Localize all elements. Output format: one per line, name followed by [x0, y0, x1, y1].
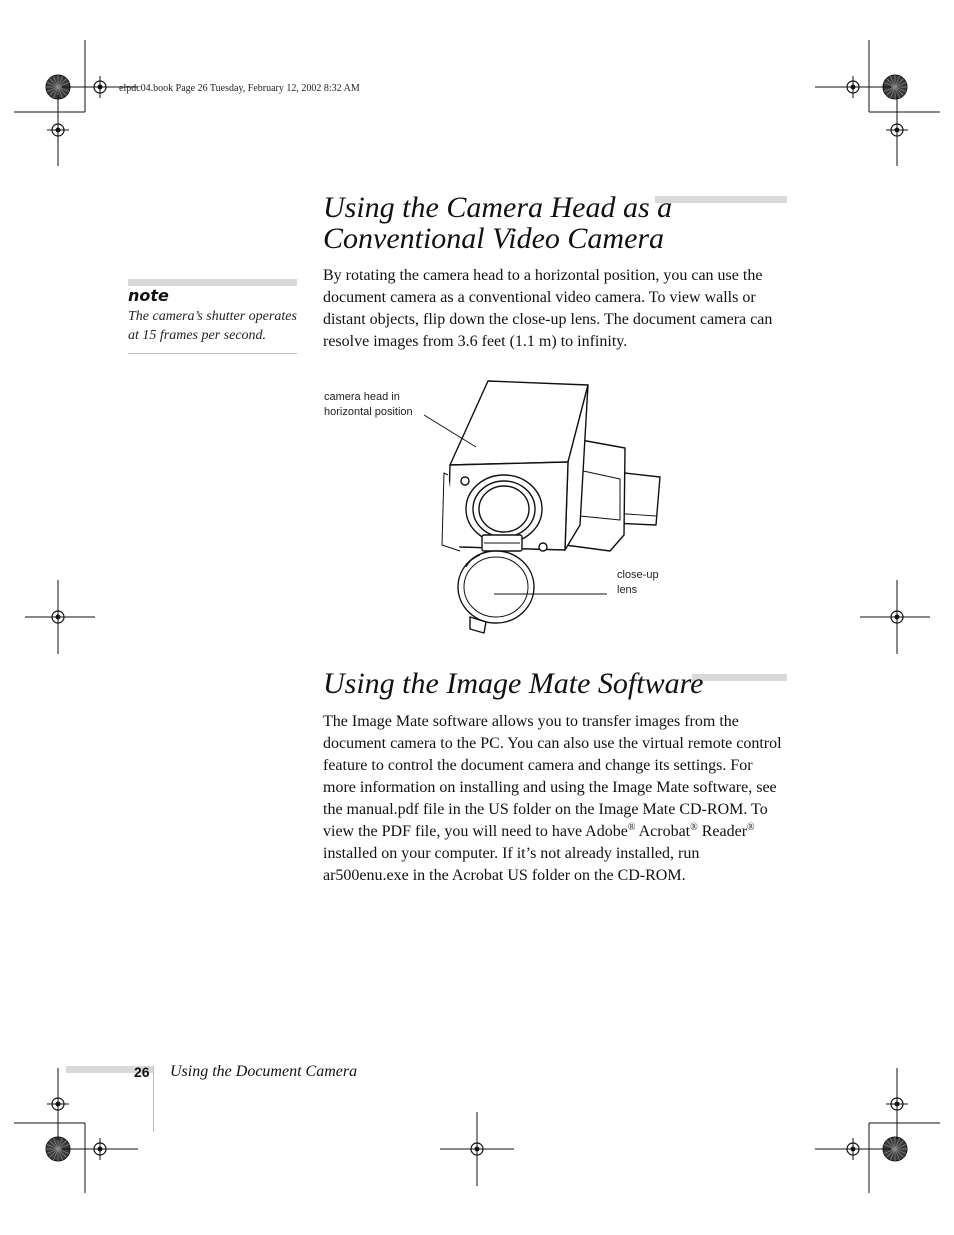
- section1-title-line2: Conventional Video Camera: [323, 222, 665, 255]
- acrobat-brand: Acrobat: [638, 823, 691, 840]
- callout-closeup-lens-line2: lens: [617, 584, 638, 596]
- camera-top: [450, 381, 588, 465]
- callout-closeup-lens: [617, 568, 659, 598]
- note-title: note: [128, 286, 169, 305]
- section2-text-part1: The Image Mate software allows you to transfer images from the document camera to the PC. You can also use the virtual remote control feature to control the document camera and change its settings. For more information on installing and using the Image Mate software, see the manual.pdf file in the US folder on the Image Mate CD-ROM. To view the PDF file, you will need to have Adobe: [323, 713, 782, 840]
- section2-title: Using the Image Mate Software: [323, 667, 704, 700]
- section1-title: [323, 192, 793, 254]
- section1-paragraph: [323, 265, 789, 353]
- callout-closeup-lens-line1: close-up: [617, 569, 659, 581]
- section1-title-line1: Using the Camera Head as a: [323, 191, 673, 224]
- lens-inner: [479, 486, 529, 532]
- chapter-title: Using the Document Camera: [170, 1063, 358, 1080]
- callout-camera-head-line1: camera head in: [324, 391, 400, 403]
- reader-brand: Reader: [701, 823, 748, 840]
- section2-text-part2: installed on your computer. If it’s not already installed, run ar500enu.exe in the Acrobat US folder on the CD-ROM.: [323, 845, 700, 884]
- reg-mark: ®: [627, 822, 636, 833]
- note-text: The camera’s shutter operates at 15 frames per second.: [128, 309, 297, 343]
- file-info-header: elpdc04.book Page 26 Tuesday, February 12, 2002 8:32 AM: [119, 83, 360, 94]
- page-number: 26: [134, 1064, 150, 1080]
- callout-camera-head: [324, 390, 413, 420]
- note-divider: [128, 353, 297, 354]
- section2-paragraph: [323, 711, 789, 887]
- reg-mark: ®: [690, 822, 698, 833]
- section1-paragraph-text: By rotating the camera head to a horizontal position, you can use the document camera as a conventional video camera. To view walls or distant objects, flip down the close-up lens. The document camera can resolve images from 3.6 feet (1.1 m) to infinity.: [323, 267, 773, 350]
- note-rule: [128, 279, 297, 286]
- reg-mark: ®: [747, 822, 755, 833]
- callout-camera-head-line2: horizontal position: [324, 406, 413, 418]
- footer-vertical-rule: [153, 1066, 154, 1132]
